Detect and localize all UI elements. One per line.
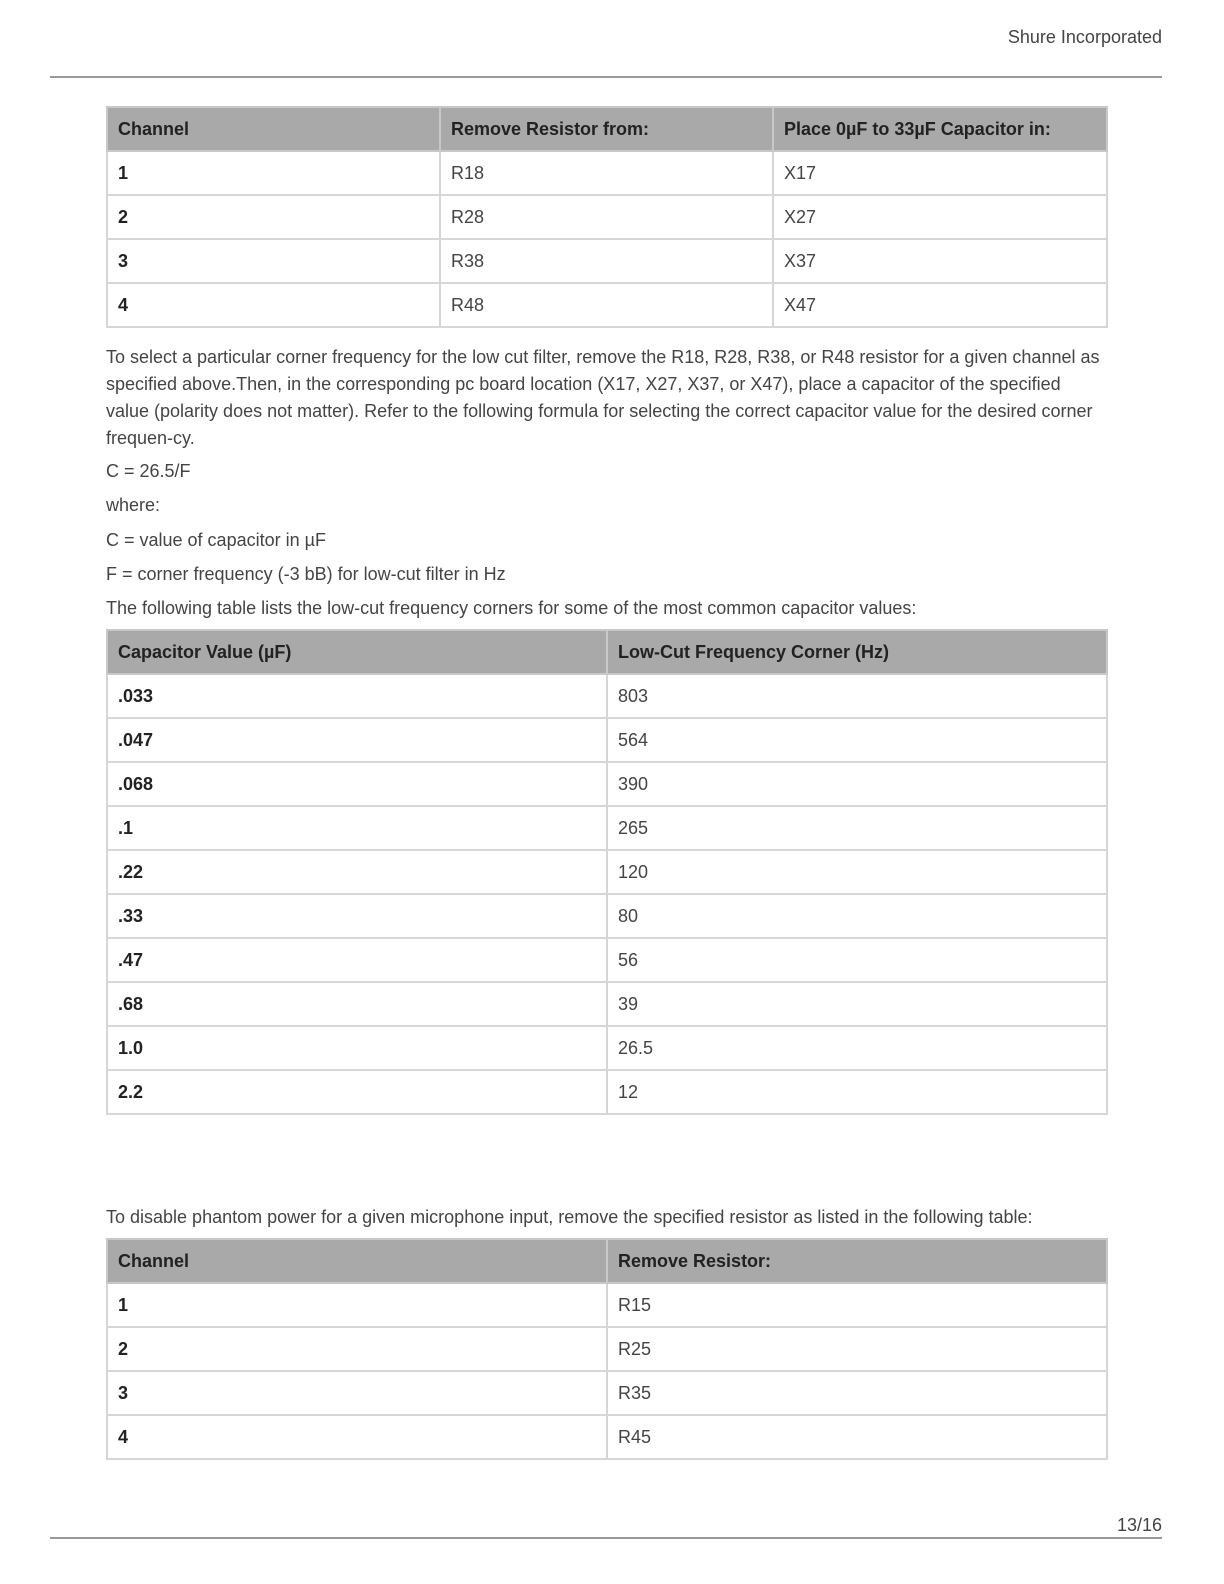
- phantom-power-table: [106, 1238, 1108, 1460]
- table2-intro: The following table lists the low-cut frequency corners for some of the most common capacitor values:: [106, 598, 917, 618]
- frequency-cell: 39: [607, 982, 1107, 1026]
- capacitor-value-cell: .68: [107, 982, 607, 1026]
- table-row: [107, 982, 1107, 1026]
- channel-cell: 2: [107, 195, 440, 239]
- channel-cell: 4: [107, 1415, 607, 1459]
- frequency-cell: 390: [607, 762, 1107, 806]
- capacitor-value-cell: 1.0: [107, 1026, 607, 1070]
- capacitor-value-cell: .033: [107, 674, 607, 718]
- where-label: where:: [106, 495, 161, 515]
- channel-cell: 3: [107, 239, 440, 283]
- capacitor-value-cell: 2.2: [107, 1070, 607, 1114]
- table-row: [107, 718, 1107, 762]
- table-row: [107, 239, 1107, 283]
- frequency-cell: 265: [607, 806, 1107, 850]
- footer-divider: [50, 1537, 1162, 1539]
- frequency-cell: 80: [607, 894, 1107, 938]
- definition-f: F = corner frequency (-3 bB) for low-cut filter in Hz: [106, 564, 506, 584]
- column-header: Capacitor Value (µF): [107, 630, 607, 674]
- table-row: [107, 850, 1107, 894]
- formula-text: C = 26.5/F: [106, 461, 191, 481]
- channel-cell: 1: [107, 1283, 607, 1327]
- table-header-row: [107, 1239, 1107, 1283]
- table-row: [107, 674, 1107, 718]
- column-header: Channel: [107, 1239, 607, 1283]
- table-row: [107, 1026, 1107, 1070]
- table-row: [107, 195, 1107, 239]
- page-number: 13/16: [1116, 1515, 1162, 1535]
- capacitor-value-cell: .1: [107, 806, 607, 850]
- table-row: [107, 894, 1107, 938]
- table-row: [107, 1327, 1107, 1371]
- resistor-cell: R48: [440, 283, 773, 327]
- table-header-row: [107, 630, 1107, 674]
- frequency-cell: 803: [607, 674, 1107, 718]
- capacitor-location-cell: X47: [773, 283, 1107, 327]
- capacitor-frequency-table: [106, 629, 1108, 1115]
- capacitor-value-cell: .22: [107, 850, 607, 894]
- channel-cell: 1: [107, 151, 440, 195]
- capacitor-value-cell: .047: [107, 718, 607, 762]
- resistor-capacitor-table: [106, 106, 1108, 328]
- table-row: [107, 1283, 1107, 1327]
- resistor-cell: R28: [440, 195, 773, 239]
- table3-intro: To disable phantom power for a given microphone input, remove the specified resistor as listed in the following table:: [106, 1207, 1033, 1227]
- channel-cell: 3: [107, 1371, 607, 1415]
- frequency-cell: 26.5: [607, 1026, 1107, 1070]
- capacitor-location-cell: X37: [773, 239, 1107, 283]
- column-header: Remove Resistor from:: [440, 107, 773, 151]
- resistor-cell: R38: [440, 239, 773, 283]
- table-row: [107, 283, 1107, 327]
- resistor-cell: R15: [607, 1283, 1107, 1327]
- resistor-cell: R35: [607, 1371, 1107, 1415]
- capacitor-frequency-table-section: [106, 629, 1106, 1115]
- channel-cell: 4: [107, 283, 440, 327]
- frequency-cell: 120: [607, 850, 1107, 894]
- instruction-paragraph: To select a particular corner frequency for the low cut filter, remove the R18, R28, R38, or R48 resistor for a given channel as specified above.Then, in the corresponding pc board location (X17, X27, X37, or X47), place a capacitor of the specified value (polarity does not matter). Refer to the following formula for selecting the correct capacitor value for the desired corner frequen-cy.: [106, 347, 1100, 448]
- frequency-cell: 564: [607, 718, 1107, 762]
- capacitor-value-cell: .33: [107, 894, 607, 938]
- phantom-power-table-section: [106, 1238, 1106, 1460]
- capacitor-value-cell: .47: [107, 938, 607, 982]
- column-header: Place 0µF to 33µF Capacitor in:: [773, 107, 1107, 151]
- capacitor-location-cell: X17: [773, 151, 1107, 195]
- table-row: [107, 938, 1107, 982]
- resistor-cell: R18: [440, 151, 773, 195]
- frequency-cell: 56: [607, 938, 1107, 982]
- table-row: [107, 1371, 1107, 1415]
- definition-c: C = value of capacitor in µF: [106, 530, 326, 550]
- table-header-row: [107, 107, 1107, 151]
- column-header: Remove Resistor:: [607, 1239, 1107, 1283]
- table-row: [107, 151, 1107, 195]
- table-row: [107, 1070, 1107, 1114]
- capacitor-location-cell: X27: [773, 195, 1107, 239]
- resistor-cell: R45: [607, 1415, 1107, 1459]
- column-header: Channel: [107, 107, 440, 151]
- table-row: [107, 1415, 1107, 1459]
- column-header: Low-Cut Frequency Corner (Hz): [607, 630, 1107, 674]
- low-cut-filter-instructions: [106, 344, 1106, 452]
- header-divider: [50, 76, 1162, 78]
- table-row: [107, 806, 1107, 850]
- table-row: [107, 762, 1107, 806]
- header-company-name: Shure Incorporated: [1007, 27, 1162, 47]
- frequency-cell: 12: [607, 1070, 1107, 1114]
- channel-cell: 2: [107, 1327, 607, 1371]
- resistor-capacitor-table-section: [106, 106, 1106, 328]
- capacitor-value-cell: .068: [107, 762, 607, 806]
- resistor-cell: R25: [607, 1327, 1107, 1371]
